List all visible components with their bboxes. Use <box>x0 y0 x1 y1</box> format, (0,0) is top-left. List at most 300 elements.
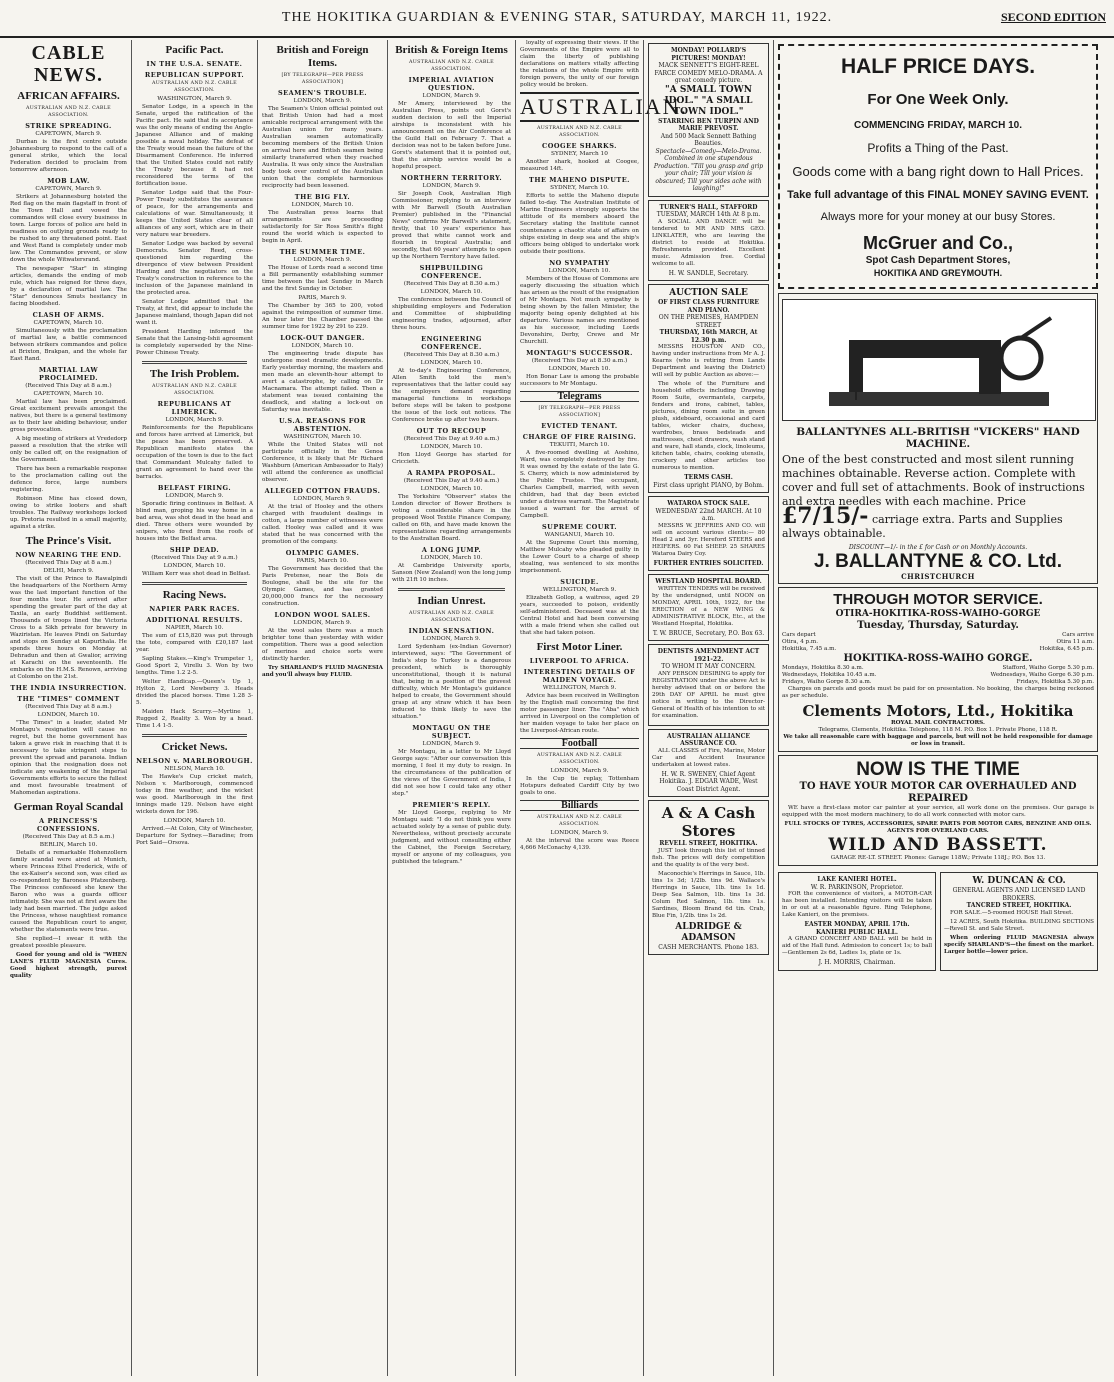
ad-text: Charges on parcels and goods must be paid for on presentation. No booking, the charges being reckoned as per schedule. <box>782 686 1094 699</box>
story-title: NORTHERN TERRITORY. <box>400 174 503 182</box>
story-title: STRIKE SPREADING. <box>25 122 112 130</box>
column-british-foreign-2 <box>388 40 516 1376</box>
story-body: Mr Montagu, in a letter to Mr Lloyd George says: "After our conversation this morning, I feel it my duty to resign. In the circumstances of the publication of the views of the Government of India, I did not see how I could take any other step." <box>392 749 511 797</box>
story-body: Senator Lodge, in a speech in the Senate, urged the ratification of the Pacific pact. He said that its acceptance was the only means of ending the Anglo-Japanese Alliance and of making possible a naval holiday. The defeat of the Treaty would mean the failure of the Disarmament Conference. He inferred that the United States could not ratify the Treaty because it had not reconsidered the terms of the fortification issue. <box>136 104 253 187</box>
dateline: LONDON, March 10. <box>420 555 483 561</box>
timetable-row <box>782 679 1094 686</box>
duncan-co-ad <box>940 872 1098 971</box>
ad-text: HOKITIKA AND GREYMOUTH. <box>873 268 1003 278</box>
ad-signature: H. W. SANDLE, Secretary. <box>668 269 749 277</box>
ad-text: TANCRED STREET, HOKITIKA. <box>966 902 1072 909</box>
ad-text: STARRING BEN TURPIN AND MARIE PREVOST. <box>658 117 759 132</box>
dateline: PARIS, March 9. <box>298 295 347 301</box>
timetable-cell: Hokitika, 7.45 a.m. <box>782 646 837 652</box>
ad-heading: THROUGH MOTOR SERVICE. <box>833 591 1043 608</box>
dateline: LONDON, March 9. <box>293 620 352 626</box>
magnesia-footer: Try SHARLAND'S FLUID MAGNESIA and you'll always buy FLUID. <box>262 665 383 678</box>
machine-pillar <box>979 340 1001 394</box>
ad-heading: WESTLAND HOSPITAL BOARD. <box>655 578 762 585</box>
dateline: LONDON, March 10. <box>420 444 483 450</box>
timetable-cell: Fridays, Waiho Gorge 8.30 a.m. <box>782 679 872 685</box>
masthead-edition: SECOND EDITION <box>1000 10 1106 24</box>
dateline: LONDON, March 9. <box>422 183 481 189</box>
ad-signature: H. W. R. SWENEY, Chief Agent Hokitika. J. EDGAR WADE, West Coast District Agent. <box>659 770 758 793</box>
dateline: LONDON, March 10. <box>291 202 354 208</box>
ad-heading: WATAROA STOCK SALE. <box>667 500 750 507</box>
story-body: loyalty of expressing their views. If the Governments of the Empire were all to claim the liberty of publishing declarations on matters vitally affecting the relations of the whole Empire with foreign powers, the unity of our foreign policy would be broken. <box>520 40 639 88</box>
dateline: LONDON, March 9. <box>165 493 224 499</box>
dentists-act-ad <box>648 644 769 726</box>
ad-text: TERMS CASH. <box>684 474 733 481</box>
ad-heading: A & A Cash Stores <box>661 804 756 840</box>
story-title: MARTIAL LAW PROCLAIMED. <box>38 366 99 382</box>
timetable-row <box>782 646 1094 653</box>
story-body: Elizabeth Gollop, a waitress, aged 29 years, succeeded to poison, evidently self-administered. Deceased was at the Central Hotel and had been conversing with a male friend when she called out that she had taken poison. <box>520 595 639 636</box>
story-title: ALLEGED COTTON FRAUDS. <box>264 487 381 495</box>
dateline: LONDON, March 10. <box>163 818 226 824</box>
story-body: The Seamen's Union official pointed out that British Union had had a most amicable reciprocal arrangement with the Australian union for many years. Australian seamen automatically becoming members of the British Union on arrival here and British seamen being similarly transferred when they reached Australia. It was only since the Australian body took over control of the Australian union that the complete harmonious reciprocity had been lessened. <box>262 106 383 189</box>
story-title: THE BIG FLY. <box>294 193 351 201</box>
dateline: LONDON, March 9. <box>293 496 352 502</box>
dateline: SYDNEY, March 10 <box>551 151 608 157</box>
ad-text: W. R. PARKINSON, Proprietor. <box>810 883 904 891</box>
pollards-pictures-ad <box>648 43 769 197</box>
story-body: The Hawke's Cup cricket match, Nelson v. Marlborough, commenced today in fine weather, and the wicket was good. Marlborough in the first innings made 129. Nelson have eight wickets down for 196. <box>136 774 253 815</box>
assoc-line: AUSTRALIAN AND N.Z. CABLE ASSOCIATION. <box>409 611 494 623</box>
timetable-row <box>782 639 1094 646</box>
ad-text: The whole of the Furniture and household effects including Drawing Room Suite, overmantels, carpets, fenders and irons, cabinet, tables, pictures, dining room suite in green plush, sideboard, occasional and card tables, wicker chairs, duchess, wardrobes, brass bedsteads and mattresses, chest drawers, wash stand and ware, hall stands, clock, linoleums, kitchen table, chairs, cooking utensils, crockery and other articles too numerous to mention. <box>652 381 765 471</box>
story-body: Lord Sydenham (ex-Indian Governor) interviewed, says: "The Government of India's step to Turkey is a dangerous precedent, which is thoroughly unconstitutional, though it is natural that, being in a position of the gravest difficulty, which Mr Montagu's guidance helped to create, the Government should grasp at any straw which it has been induced to think likely to save the situation." <box>392 644 511 720</box>
story-title: A RAMPA PROPOSAL. <box>407 469 496 477</box>
story-body: A big meeting of strikers at Vrededorp passed a resolution that the strike will only be called off, on the resignation of the Government. <box>10 436 127 463</box>
ad-text: FULL STOCKS OF TYRES, ACCESSORIES, SPARE PARTS FOR MOTOR CARS, BENZINE AND OILS. AGENTS FOR OVERLAND CARS. <box>784 821 1092 834</box>
newspaper-columns <box>6 40 1108 1376</box>
story-title: THE SUMMER TIME. <box>279 248 366 256</box>
story-body: President Harding informed the Senate that the Lansing-Ishii agreement is completely superseded by the Nine-Power Chinese Treaty. <box>136 329 253 356</box>
billiards-heading: Billiards <box>520 800 639 811</box>
story-title: MONTAGU ON THE SUBJECT. <box>412 724 491 740</box>
machine-arm <box>849 340 999 358</box>
machine-wheel <box>1001 338 1041 378</box>
dateline: WASHINGTON, March 10. <box>283 434 362 440</box>
ad-text: A SOCIAL AND DANCE will be tendered to MR AND MRS GEO. LINKLATER, who are leaving the district to reside at Hokitika. Refreshments provided. Excellent music. Admission free. Cordial welcome to all. <box>652 218 765 267</box>
received-line: (Received This Day at 8.30 a.m.) <box>531 358 628 364</box>
story-body: Arrived.—At Colon, City of Winchester, Departure for Sydney.—Baradine; from Port Said—Orsova. <box>136 826 253 846</box>
auction-sale-ad <box>648 284 769 493</box>
story-title: CHARGE OF FIRE RAISING. <box>522 433 637 441</box>
story-body: The engineering trade dispute has undergone most dramatic developments. Early yesterday morning, the masters and men made an eleventh-hour attempt to avert a catastrophe, by calling on Dr Macnamara. The attempt failed. Then a statement was issued containing the deadlock, and stating a lock-out on Saturday was inevitable. <box>262 351 383 413</box>
story-body: Members of the House of Commons are eagerly discussing the situation which has arisen as the result of the resignation of Mr Montagu. Not much sympathy is being shown by the fallen Minister, the majority being openly delighted at his departure. Various names are mentioned as his successor, including Lords Devonshire, Derby, Crewe and Mr Churchill. <box>520 276 639 345</box>
sewing-machine-illustration <box>782 299 1096 421</box>
lake-kanieri-ad <box>778 872 936 971</box>
story-body: Sporadic firing continues in Belfast. A blind man, groping his way home in a bad area, was shot dead in the head and died. Three others were wounded by snipers, who fired from the roofs of houses into the Belfast area. <box>136 501 253 542</box>
story-title: PREMIER'S REPLY. <box>412 801 491 809</box>
racing-news-heading: Racing News. <box>162 589 227 601</box>
dateline: LONDON, March 9. <box>293 257 352 263</box>
story-title: EVICTED TENANT. <box>541 422 618 430</box>
ad-text: Telegrams, Clements, Hokitika. Telephone, 118 M. P.O. Box 1. Private Phone, 118 R. <box>818 727 1058 733</box>
story-body: Martial law has been proclaimed. Great excitement prevails amongst the natives, but there is a general testimony as to their law abiding behaviour, under gross provocation. <box>10 399 127 433</box>
machine-head <box>849 358 863 392</box>
story-title: INTERESTING DETAILS OF MAIDEN VOYAGE. <box>523 668 636 684</box>
irish-problem-heading: The Irish Problem. <box>149 368 240 380</box>
story-title: THE MAHENO DISPUTE. <box>529 176 630 184</box>
ad-text: For One Week Only. <box>867 91 1009 108</box>
ad-heading: AUSTRALIAN ALLIANCE ASSURANCE CO. <box>667 732 750 747</box>
ad-heading: TURNER'S HALL, STAFFORD <box>659 203 758 211</box>
story-title: ADDITIONAL RESULTS. <box>146 616 243 624</box>
ad-text: OTIRA-HOKITIKA-ROSS-WAIHO-GORGE <box>835 609 1041 619</box>
received-line: (Received This Day at 9 a.m.) <box>151 555 238 561</box>
story-body: Robinson Mine has closed down, owing to strike looters and shaft troubles. The Railway workshops locked up. Pretoria resulted in a small majority, against a strike. <box>10 496 127 530</box>
masthead-title: THE HOKITIKA GUARDIAN & EVENING STAR, SATURDAY, MARCH 11, 1922. <box>281 10 833 25</box>
story-body: Senator Lodge said that the Four-Power Treaty substitutes the assurance of peace, for the arrangements and calculations of war. Simultaneously, it keeps the United States clear of all alliances of any sort, which are in their very nature war breeders. <box>136 190 253 238</box>
story-body: Welter Handicap.—Queen's Up 1, Hylton 2, Lord Newberry 3. Heads divided the placed horses. Time 1.28 3-5. <box>136 679 253 706</box>
column-advertisements <box>644 40 774 1376</box>
received-line: (Received This Day at 8.30 a.m.) <box>403 352 500 358</box>
ad-firm: ALDRIDGE & ADAMSON <box>675 921 742 943</box>
ad-text: Always more for your money at our busy Stores. <box>820 211 1056 223</box>
half-price-days-ad <box>778 44 1098 289</box>
ad-text: GARAGE RE-LT. STREET. Phones: Garage 118W.; Private 118J.; P.O. Box 13. <box>830 855 1046 861</box>
story-title: REPUBLICANS AT LIMERICK. <box>157 400 232 416</box>
alliance-assurance-ad <box>648 729 769 798</box>
timetable-cell: Hokitika, 6.45 p.m. <box>1039 646 1094 652</box>
dateline: WASHINGTON, March 9. <box>157 96 232 102</box>
timetable-row <box>782 665 1094 672</box>
ad-text: TUESDAY, MARCH 14th At 8 p.m. <box>656 211 761 218</box>
motor-service-ad <box>778 587 1098 752</box>
australian-heading: AUSTRALIAN. <box>520 92 639 122</box>
timetable-cell: Otira, 4 p.m. <box>782 639 818 645</box>
dateline: WANGANUI, March 10. <box>544 532 615 538</box>
story-title: THE INDIA INSURRECTION. <box>10 684 127 692</box>
ad-text: First class upright PIANO, by Bohm. <box>653 481 764 489</box>
assoc-line: AUSTRALIAN AND N.Z. CABLE ASSOCIATION. <box>537 753 622 765</box>
story-title: SEAMEN'S TROUBLE. <box>277 89 368 97</box>
ad-text: MESSRS W. JEFFRIES AND CO. will sell on account various clients:— 80 Head 2 and 3yr. Hereford STEERS and HEIFERS. 60 Fat SHEEP. 25 SHARES Wataroa Dairy Coy. <box>652 522 765 557</box>
story-body: Sir Joseph Cook, Australian High Commissioner, replying to an interview with Mr Barwell (South Australian Premier) published in the "Financial News" confirms Mr Barwell's statement, firstly, that 10 years' experience has proved that white cannot work and flourish in tropical Australia; and secondly, that 60 years' attempts to open up the Northern Territory have failed. <box>392 191 511 260</box>
timetable-row <box>782 632 1094 639</box>
cricket-news-heading: Cricket News. <box>161 741 228 753</box>
dateline: NAPIER, March 10. <box>165 625 224 631</box>
dateline: LONDON, March 10. <box>420 360 483 366</box>
story-title: IMPERIAL AVIATION QUESTION. <box>408 76 495 92</box>
timetable-row <box>782 672 1094 679</box>
indian-unrest-heading: Indian Unrest. <box>417 595 486 607</box>
assoc-line: AUSTRALIAN AND N.Z. CABLE ASSOCIATION. <box>152 384 237 396</box>
bottom-ads-row <box>778 869 1098 974</box>
film-title: "A SMALL TOWN IDOL." "A SMALL TOWN IDOL." <box>664 84 753 117</box>
dateline: LONDON, March 9. <box>422 93 481 99</box>
divider <box>142 734 247 737</box>
story-title: NELSON v. MARLBOROUGH. <box>136 757 253 765</box>
turners-hall-ad <box>648 200 769 282</box>
ad-text: Take full advantage of this FINAL MONEY SAVING EVENT. <box>787 189 1089 201</box>
story-body: The Australian press learns that arrangements are proceeding satisfactorily for Sir Ross Smith's flight round the world which is expected to begin in April. <box>262 210 383 244</box>
british-foreign-heading: British & Foreign Items <box>395 44 508 56</box>
ad-text: CASH MERCHANTS. Phone 183. <box>658 943 759 951</box>
ad-text: ALL CLASSES of Fire, Marine, Motor Car and Accident Insurance undertaken at lowest rates. <box>652 747 765 768</box>
story-title: OUT TO RECOUP <box>416 427 487 435</box>
story-body: At the interval the score was Reece 4,666 McConachy 4,139. <box>520 838 639 851</box>
ad-text: DISCOUNT—1/- in the £ for Cash or on Monthly Accounts. <box>848 544 1028 551</box>
timetable-cell: Wednesdays, Waiho Gorge 6.30 p.m. <box>990 672 1094 678</box>
timetable-cell: Fridays, Hokitika 5.30 p.m. <box>1016 679 1094 685</box>
story-body: The sum of £15,820 was put through the tote, compared with £20,187 last year. <box>136 633 253 653</box>
ad-text: COMMENCING FRIDAY, MARCH 10. <box>854 120 1022 131</box>
story-body: Mr Lloyd George, replying to Mr Montagu said: "I do not think you were actuated solely by a sense of public duty. Nevertheless, without precisely accurate judgment, and without consulting either the Cabinet, the Foreign Secretary, myself or anyone of my colleagues, you published the telegram." <box>392 810 511 865</box>
ad-text: THURSDAY, 16th MARCH, At 12.30 p.m. <box>659 329 758 344</box>
story-title: SUICIDE. <box>560 578 599 586</box>
timetable-cell: Wednesdays, Hokitika 10.45 a.m. <box>782 672 877 678</box>
ad-text: 12 ACRES, South Hokitika. BUILDING SECTIONS—Revell St. and Sale Street. <box>944 918 1094 932</box>
dateline: LONDON, March 10. <box>420 289 483 295</box>
story-title: NAPIER PARK RACES. <box>149 605 240 613</box>
story-title: LIVERPOOL TO AFRICA. <box>529 657 630 665</box>
wild-bassett-ad <box>778 755 1098 866</box>
ad-text: carriage extra. Parts and Supplies always obtainable. <box>782 513 1063 540</box>
story-title: LONDON WOOL SALES. <box>274 611 371 619</box>
assoc-line: AUSTRALIAN AND N.Z. CABLE ASSOCIATION. <box>537 815 622 827</box>
ad-text: ON THE PREMISES, HAMPDEN STREET <box>658 314 759 329</box>
story-title: NO SYMPATHY <box>549 259 610 267</box>
divider <box>142 582 247 585</box>
story-body: At Cambridge University sports, Sanson (New Zealand) won the long jump with 21ft 10 inches. <box>392 563 511 583</box>
story-title: SHIP DEAD. <box>169 546 220 554</box>
dateline: WELLINGTON, March 9. <box>542 685 617 691</box>
story-title: NOW NEARING THE END. <box>15 551 122 559</box>
story-body: The visit of the Prince to Rawalpindi the headquarters of the Northern Army was the last important function of the four months tour. He arrived after spending the greater part of the day at Taxila, an early Buddhist settlement. Thousands of troops lined the Victoria Cross to a Sikh private for bravery in Waziristan. He leaves Pindi on Saturday and stops on Sunday at Kapurthala. He spends three hours on Monday at Dehradun and then at Gwalior, arriving at Karachi on the seventeenth. He embarks on the H.M.S. Renown, arriving at Colombo on the 21st. <box>10 576 127 680</box>
story-title: COOGEE SHARKS. <box>542 142 617 150</box>
ad-text: CHRISTCHURCH <box>901 572 975 581</box>
ad-text: FURTHER ENTRIES SOLICITED. <box>653 559 764 567</box>
ad-text: Spot Cash Department Stores, <box>865 255 1011 266</box>
machine-handle <box>1021 318 1051 338</box>
dateline: DELHI, March 9. <box>43 568 94 574</box>
dateline: LONDON, March 10. <box>37 712 100 718</box>
story-title: ENGINEERING CONFERENCE. <box>421 335 482 351</box>
dateline: LONDON, March 10. <box>420 486 483 492</box>
ad-text: REVELL STREET, HOKITIKA. <box>659 840 758 847</box>
dateline: LONDON, March 9. <box>550 830 609 836</box>
dateline: LONDON, March 10. <box>548 366 611 372</box>
ad-text: TO WHOM IT MAY CONCERN. <box>661 663 756 670</box>
telegrams-heading: Telegrams <box>520 391 639 402</box>
story-body: Sapling Stakes.—King's Trumpeter 1, Good Sport 2, Virellu 3. Won by two lengths. Time 1.2 2-5. <box>136 656 253 676</box>
magnesia-footer: Good for young and old is "WHEN LANE'S FLUID MAGNESIA Cures. Good highest strength, purest quality <box>10 952 127 979</box>
dateline: BERLIN, March 10. <box>39 842 98 848</box>
dateline: NELSON, March 10. <box>164 766 225 772</box>
story-body: While the United States will not participate officially in the Genoa Conference, it is likely that Mr Richard Washburn (American Ambassador to Italy) will attend the conference as unofficial observer. <box>262 442 383 483</box>
pacific-pact-heading: Pacific Pact. <box>165 44 224 56</box>
story-body: The newspaper "Star" in stinging articles, demands the ending of mob rule, which has reigned for three days, by a declaration of martial law. The "Star" denounces Smuts hesitancy in facing bloodshed. <box>10 266 127 307</box>
story-body: Advice has been received in Wellington by the English mail concerning the first motor passenger liner. The "Aba" which arrived in Liverpool on the completion of her maiden voyage to take her place on the Liverpool-African route. <box>520 693 639 734</box>
ad-heading: AUCTION SALE <box>669 288 748 298</box>
timetable-cell: Otira 11 a.m. <box>1056 639 1094 645</box>
story-title: IN THE U.S.A. SENATE. <box>146 60 243 68</box>
story-title: BELFAST FIRING. <box>157 484 232 492</box>
ad-heading: BALLANTYNES ALL-BRITISH "VICKERS" HAND MACHINE. <box>796 426 1080 450</box>
timetable-cell: Cars arrive <box>1062 632 1094 638</box>
dateline: CAPETOWN, March 9. <box>35 186 102 192</box>
dateline: LONDON, March 10. <box>291 343 354 349</box>
story-title: MOB LAW. <box>47 177 90 185</box>
story-title: REPUBLICAN SUPPORT. <box>144 71 245 79</box>
story-title: THE "TIMES" COMMENT <box>17 695 120 703</box>
story-body: The conference between the Council of shipbuilding employers and Federation and Committee of shipbuilding engineering trades, adjourned, after three hours. <box>392 297 511 331</box>
received-line: (Received This Day at 8.30 a.m.) <box>403 281 500 287</box>
story-body: The Chamber by 365 to 200, voted against the reimposition of summer time. An hour later the Chamber passed the summer time for 1922 by 291 to 229. <box>262 303 383 330</box>
story-body: She replied—I swear it with the greatest possible pleasure. <box>10 936 127 949</box>
ad-text: We take all reasonable care with baggage and parcels, but will not be held responsible for damage or loss in transit. <box>783 734 1093 747</box>
ad-text: HOKITIKA-ROSS-WAIHO GORGE. <box>843 653 1033 664</box>
ad-text: Goods come with a bang right down to Hall Prices. <box>792 164 1084 179</box>
wataroa-stock-sale-ad <box>648 496 769 571</box>
assoc-line: [BY TELEGRAPH—PER PRESS ASSOCIATION] <box>538 406 621 418</box>
ad-heading: HALF PRICE DAYS. <box>840 55 1036 78</box>
story-body: Hon Bonar Law is among the probable successors to Mr Montagu. <box>520 374 639 387</box>
story-body: Reinforcements for the Republicans and forces have arrived at Limerick, but the peace has been preserved. A Republican manifesto states the occupation of the town is due to the fact that Commandant Mulcahy failed to grant an agreement to hand over the barracks. <box>136 425 253 480</box>
ad-text: MESSRS HOUSTON AND CO., having under instructions from Mr A. J. Kearns (who is retiring from Lands Department and leaving the District) will sell by public Auction as above:— <box>652 344 765 378</box>
football-heading: Football <box>520 738 639 749</box>
story-body: Hon Lloyd George has started for Criccieth. <box>392 452 511 465</box>
divider <box>398 588 505 591</box>
aa-cash-stores-ad <box>648 800 769 955</box>
ad-text: EASTER MONDAY, APRIL 17th. <box>804 921 910 928</box>
received-line: (Received This Day at 9.40 a.m.) <box>403 436 500 442</box>
timetable-cell: Mondays, Hokitika 8.30 a.m. <box>782 665 864 671</box>
dateline: TEKUITI, March 10. <box>549 442 610 448</box>
ad-firm: J. BALLANTYNE & CO. Ltd. <box>813 551 1063 572</box>
ad-heading: NOW IS THE TIME <box>856 759 1020 780</box>
ad-text: ANY PERSON DESIRING to apply for REGISTRATION under the above Act is hereby advised that on or before the 29th DAY OF APRIL he must give notice in writing to the Director-General of Health of his intention to sit for examination. <box>652 670 765 719</box>
story-body: The Yorkshire "Observer" states the London director of Bower Brothers is voting a considerable share in the proposed Wool Textile Finance Company, called on 6th, and have made known the representations regarding arrangements to the Australian Board. <box>392 494 511 542</box>
column-australian <box>516 40 689 1376</box>
assoc-line: AUSTRALIAN AND N.Z. CABLE ASSOCIATION. <box>26 106 111 118</box>
timetable-cell: Stafford, Waiho Gorge 5.30 p.m. <box>1002 665 1094 671</box>
story-body: Senator Lodge was backed by several Democrats. Senator Reed, cross-questioned him regarding the divergence of view between President Harding and the negotiators on the Treaty's construction in reference to the inclusion of the Japanese mainland in the protected area. <box>136 241 253 296</box>
ballantyne-sewing-machine-ad <box>778 293 1098 584</box>
story-body: The Government has decided that the Paris Pretense, near the Bois de Boulogne, shall be the site for the Olympic Games, and has granted 20,000,000 francs for the necessary construction. <box>262 566 383 607</box>
ad-signature: T. W. BRUCE, Secretary, P.O. Box 63. <box>652 629 765 637</box>
ad-heading: DENTISTS AMENDMENT ACT 1921-22. <box>657 648 760 663</box>
assoc-line: AUSTRALIAN AND N.Z. CABLE ASSOCIATION. <box>537 126 622 138</box>
column-display-ads <box>774 40 1102 1376</box>
ad-text: Maconochie's Herrings in Sauce, 1lb. tins 1s 3d; 1/2lb. tins 9d. Wallace's Herrings in Sauce, 1lb. tins 1s 1d. Deep Sea Salmon, 1lb. tins 1s 3d. Colum Red Salmon, 1lb. tins 1s. Sardines, Bloom Brand 6d tin. Crab, Blue Fin, 1/2lb. tins 1s 2d. <box>652 870 765 919</box>
story-body: At the Supreme Court this morning, Matthew Mulcahy who pleaded guilty in the Lower Court to a charge of sheep stealing, was sentenced to six months imprisonment. <box>520 540 639 574</box>
received-line: (Received This Day at 8 a.m.) <box>25 704 112 710</box>
ad-signature: J. H. MORRIS, Chairman. <box>818 959 896 966</box>
ad-text: FOR SALE.—5-roomed HOUSE Hall Street. <box>950 909 1074 916</box>
story-body: "The Times" in a leader, stated Mr Montagu's resignation will cause no regret, but the home government has taken a grave risk in reaching that it is necessary to take stringent steps to prevent the spread and paranoia. Indian opinion that the resignation does not indicate any weakening of the Imperial Governments efforts to secure the fullest and most favourable treatment of Mahomedan aspirations. <box>10 720 127 796</box>
story-title: SUPREME COURT. <box>541 523 618 531</box>
story-body: Another shark, hooked at Coogee, measured 14ft. <box>520 159 639 172</box>
ad-text: One of the best constructed and most silent running machines obtainable. Reverse action. Complete with cover and full set of attachments. Book of instructions and extra needles with each machine. Price <box>782 453 1085 508</box>
received-line: (Received This Day at 9.40 a.m.) <box>403 478 500 484</box>
assoc-line: AUSTRALIAN AND N.Z. CABLE ASSOCIATION. <box>409 60 494 72</box>
ad-text: KANIERI PUBLIC HALL. <box>816 928 898 936</box>
story-body: The House of Lords read a second time a Bill permanently establishing summer time between the last Sunday in March and the first Sunday in October. <box>262 265 383 292</box>
story-title: INDIAN SENSATION. <box>408 627 495 635</box>
story-title: MONTAGU'S SUCCESSOR. <box>526 349 633 357</box>
story-body: At the trial of Hooley and the others charged with fraudulent dealings in cotton, a large number of witnesses were called. Hooley was called and it was stated that he was concerned with the promotion of the company. <box>262 504 383 545</box>
ad-text: FOR the convenience of visitors, a MOTOR-CAR has been installed. Intending visitors will be taken in or out at a reasonable figure. Ring Telephone, Lake Kanieri, on the premises. <box>782 891 932 918</box>
ad-firm: Clements Motors, Ltd., Hokitika <box>802 702 1074 720</box>
machine-price: £7/15/- <box>782 503 869 529</box>
dateline: PARIS, March 10. <box>296 558 349 564</box>
story-body: William Kerr was shot dead in Belfast. <box>142 571 251 577</box>
ad-text: WE have a first-class motor car painter at your service, all work done on the premises. Our garage is equipped with the most modern machinery, to do all work connected with motor cars. <box>782 805 1094 818</box>
princes-visit-heading: The Prince's Visit. <box>25 535 112 547</box>
ad-text-block <box>782 453 1094 541</box>
ad-text: JUST look through this list of tinned fish. The prices will defy competition and the quality is of the very best. <box>652 847 765 868</box>
column-cable-news <box>6 40 132 1376</box>
story-body: Simultaneously with the proclamation of martial law, a battle commenced between strikers commandos and police at Brixton, Brakpan, and the whole far East Rand. <box>10 328 127 362</box>
story-body: Mr Amery, interviewed by the Australian Press, points out Gorst's sudden decision to sell the Imperial airships is inconsistent with his announcement on the Air Conference at the Guild Hall on February 7. That a decision was not to be taken before June. Gorst's statement that it is pointed out, that the airship service would be a hopeful prospect. <box>392 101 511 170</box>
timetable-cell: Cars depart <box>782 632 816 638</box>
ad-text: WRITTEN TENDERS will be received by the undersigned, until NOON on MONDAY, APRIL 10th, 1922, for the ERECTION of a NEW WING & ADMINISTRATIVE BLOCK, Etc., at the Westland Hospital, Hokitika. <box>652 585 765 627</box>
german-scandal-heading: German Royal Scandal <box>13 801 124 813</box>
received-line: (Received This Day at 8 a.m.) <box>25 560 112 566</box>
story-body: Strikers at Johannesburg hoisted the Red flag on the main flagstaff in front of the Town Hall and vowed the commandos will close every business in town. Large forces of police are held in readiness on outlying grounds ready to be rushed to any threatened point. East and West Rand is completely under mob law. The Commandos prevent, or slow down the whole Witwatersrand. <box>10 194 127 263</box>
ad-text: GENERAL AGENTS AND LICENSED LAND BROKERS. <box>952 887 1086 902</box>
dateline: LONDON, March 9. <box>550 768 609 774</box>
story-title: A LONG JUMP. <box>421 546 482 554</box>
story-body: Details of a remarkable Hohenzollern family scandal were aired at Munich, where Princess Ethel Frederick, wife of the ex-Kaiser's second son, was cited as co-respondent by Baroness Pfatzenberg. The Princess confessed she knew the Baron who was a guards officer intimately. She was not at first aware the lady had been married. The judge asked the Princess, whose naughtiest romance caused the Republican court to anger, whether the statements were true. <box>10 850 127 933</box>
ad-text: A GRAND CONCERT AND BALL will be held in aid of the Hall fund. Admission to concert 1s; to ball—Gentlemen 2s 6d, Ladies 1s, plate or 1s. <box>782 936 932 956</box>
african-affairs-heading: AFRICAN AFFAIRS. <box>17 90 120 102</box>
ad-text: Spectacle—Comedy—Melo-Drama. Combined in one stupendous Production. "Till you grasp and grip your chair; Till your vision is obscured; Till your sides ache with laughing!" <box>653 147 764 192</box>
dateline: LONDON, March 10. <box>548 268 611 274</box>
received-line: (Received This Day at 8.5 a.m.) <box>22 834 115 840</box>
story-body: There has been a remarkable response to the proclamation calling out the defence force, large numbers registering. <box>10 466 127 493</box>
assoc-line: [BY TELEGRAPH—PER PRESS ASSOCIATION] <box>281 73 364 85</box>
hospital-board-ad <box>648 574 769 641</box>
ad-text: WEDNESDAY 22nd MARCH. At 10 a.m. <box>655 507 762 522</box>
assoc-line: AUSTRALIAN AND N.Z. CABLE ASSOCIATION. <box>152 81 237 93</box>
dateline: LONDON, March 10. <box>163 563 226 569</box>
story-body: A five-roomed dwelling at Aoshino, Ward, was completely destroyed by fire. It was owned by the estate of the late G. S. Cherry, which is now administered by the Public Trustee. The occupant, Charles Campbell, married, with seven children, had that day been evicted under a distress warrant. The Magistrate issued a warrant for the arrest of Campbell. <box>520 450 639 519</box>
story-body: At to-day's Engineering Conference, Allen Smith told the men's representatives that the latter could say the employers demand regarding managerial functions in workshops before steps will be taken to postpone the issue of the lock out notices. The Conference broke up after two hours. <box>392 368 511 423</box>
story-title: LOCK-OUT DANGER. <box>280 334 365 342</box>
ad-heading: W. DUNCAN & CO. <box>972 876 1066 886</box>
dateline: SYDNEY, March 10. <box>550 185 609 191</box>
dateline: LONDON, March 9. <box>165 417 224 423</box>
story-body: Efforts to settle the Maheno dispute failed to-day. The Australian Institute of Marine Engineers strongly supports the attitude of its members aboard the Secretary stating the Institute cannot countenance a chaotic state of affairs on ships existing in deep sea and the ship's officers being obliged to undertake work outside their positions. <box>520 193 639 255</box>
ad-firm: McGruer and Co., <box>862 233 1014 253</box>
dateline: CAPETOWN, March 9. <box>35 131 102 137</box>
story-body: In the Cup tie replay, Tottenham Hotspurs defeated Cardiff City by two goals to one. <box>520 776 639 796</box>
ad-text: And 500 Mack Sennett Bathing Beauties. <box>660 132 757 147</box>
story-title: CLASH OF ARMS. <box>32 311 105 319</box>
machine-base <box>829 392 1049 406</box>
story-body: At the wool sales there was a much brighter tone than yesterday with wider competition. There was a good selection of merinos and choice sorts were distinctly harder. <box>262 628 383 662</box>
ad-heading: LAKE KANIERI HOTEL. <box>817 876 897 883</box>
story-title: OLYMPIC GAMES. <box>285 549 360 557</box>
story-title: SHIPBUILDING CONFERENCE. <box>419 264 484 280</box>
motor-liner-heading: First Motor Liner. <box>536 641 623 653</box>
story-body: Senator Lodge admitted that the Treaty, at first, did appear to include the Japanese mainland, though Japan did not want it. <box>136 299 253 326</box>
story-title: U.S.A. REASONS FOR ABSTENTION. <box>279 417 366 433</box>
column-british-foreign <box>258 40 388 1376</box>
cable-news-heading: CABLE NEWS. <box>31 42 106 86</box>
story-body: Durban is the first centre outside Johannesburg to respond to the call of a general strike, which the local Federation decided to proclaim from tomorrow afternoon. <box>10 139 127 173</box>
masthead <box>0 0 1114 38</box>
ad-text: ROYAL MAIL CONTRACTORS. <box>891 720 985 726</box>
british-foreign-heading: British and Foreign Items. <box>276 44 369 69</box>
dateline: LONDON, March 9. <box>422 636 481 642</box>
